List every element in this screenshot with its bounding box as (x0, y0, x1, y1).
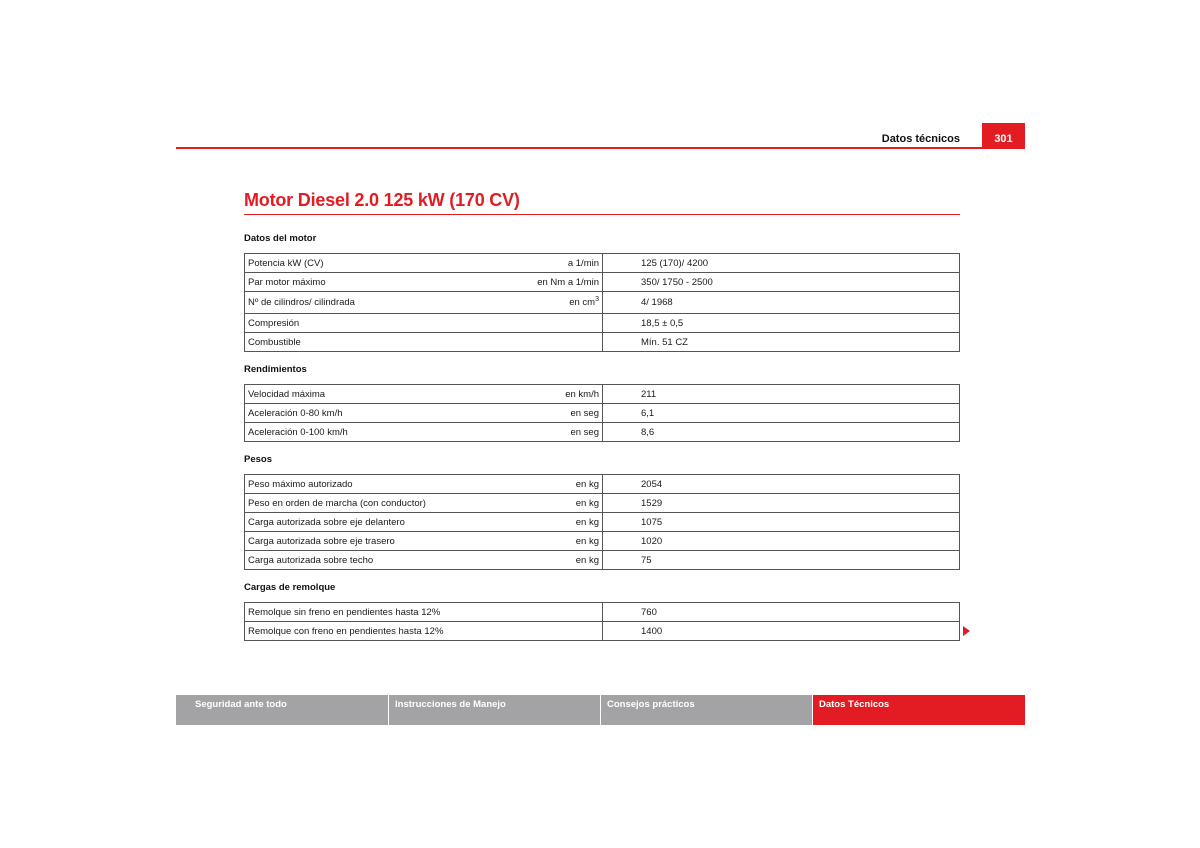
table-row (245, 292, 960, 314)
row-unit: en kg (575, 535, 599, 547)
page-number-box (982, 123, 1025, 149)
tab-datos-tecnicos[interactable]: Datos Técnicos (813, 695, 1025, 725)
row-value: 4/ 1968 (603, 292, 960, 314)
table-row (245, 385, 960, 404)
row-value: 8,6 (603, 423, 960, 442)
row-label: Aceleración 0-100 km/h (248, 426, 348, 438)
row-value: 75 (603, 551, 960, 570)
row-label: Peso en orden de marcha (con conductor) (248, 497, 426, 509)
table-row (245, 513, 960, 532)
rendimientos-table (244, 384, 960, 442)
title-rule (244, 214, 960, 215)
section-title-remolque: Cargas de remolque (244, 582, 336, 593)
row-unit: en kg (575, 516, 599, 528)
row-unit: en seg (570, 426, 599, 438)
row-label: Velocidad máxima (248, 388, 326, 400)
row-label: Remolque con freno en pendientes hasta 12% (248, 625, 444, 637)
tab-consejos[interactable]: Consejos prácticos (601, 695, 812, 725)
row-label: Combustible (248, 336, 301, 348)
section-title-pesos: Pesos (244, 454, 272, 465)
row-unit: a 1/min (567, 257, 599, 269)
row-value: 1075 (603, 513, 960, 532)
section-title-rendimientos: Rendimientos (244, 364, 307, 375)
table-row (245, 622, 960, 641)
row-value: 1400 (603, 622, 960, 641)
row-unit: en Nm a 1/min (537, 276, 599, 288)
row-value: 1020 (603, 532, 960, 551)
row-label: Carga autorizada sobre eje trasero (248, 535, 395, 547)
pesos-table (244, 474, 960, 570)
row-label: Par motor máximo (248, 276, 326, 288)
row-unit: en kg (575, 497, 599, 509)
row-value: 125 (170)/ 4200 (603, 254, 960, 273)
row-label: Aceleración 0-80 km/h (248, 407, 343, 419)
section-title-motor: Datos del motor (244, 233, 317, 244)
header-rule (176, 147, 1025, 149)
page-title: Motor Diesel 2.0 125 kW (170 CV) (244, 190, 520, 210)
row-value: Mín. 51 CZ (603, 333, 960, 352)
row-value: 211 (603, 385, 960, 404)
table-row (245, 603, 960, 622)
row-label: Peso máximo autorizado (248, 478, 353, 490)
row-label: Remolque sin freno en pendientes hasta 12% (248, 606, 441, 618)
table-row (245, 494, 960, 513)
row-value: 6,1 (603, 404, 960, 423)
table-row (245, 532, 960, 551)
row-value: 1529 (603, 494, 960, 513)
table-row (245, 273, 960, 292)
continue-arrow-icon (963, 626, 970, 636)
table-row (245, 333, 960, 352)
row-unit: en seg (570, 407, 599, 419)
row-value: 760 (603, 603, 960, 622)
motor-table (244, 253, 960, 352)
row-unit: en km/h (565, 388, 599, 400)
tab-instrucciones[interactable]: Instrucciones de Manejo (389, 695, 600, 725)
table-row (245, 551, 960, 570)
table-row (245, 254, 960, 273)
remolque-table (244, 602, 960, 641)
row-label: Potencia kW (CV) (248, 257, 324, 269)
row-value: 18,5 ± 0,5 (603, 314, 960, 333)
table-row (245, 314, 960, 333)
tab-seguridad[interactable]: Seguridad ante todo (176, 695, 388, 725)
row-value: 2054 (603, 475, 960, 494)
table-row (245, 475, 960, 494)
table-row (245, 404, 960, 423)
row-label: Carga autorizada sobre eje delantero (248, 516, 405, 528)
page-number: 301 (994, 133, 1013, 145)
row-value: 350/ 1750 - 2500 (603, 273, 960, 292)
row-unit: en kg (575, 478, 599, 490)
row-unit: en $cm^3$ (569, 296, 599, 309)
row-label: Nº de cilindros/ cilindrada (248, 297, 355, 308)
running-header: Datos técnicos (881, 133, 960, 145)
row-label: Carga autorizada sobre techo (248, 554, 374, 566)
row-label: Compresión (248, 317, 300, 329)
row-unit: en kg (575, 554, 599, 566)
table-row (245, 423, 960, 442)
footer-nav (176, 695, 1025, 725)
